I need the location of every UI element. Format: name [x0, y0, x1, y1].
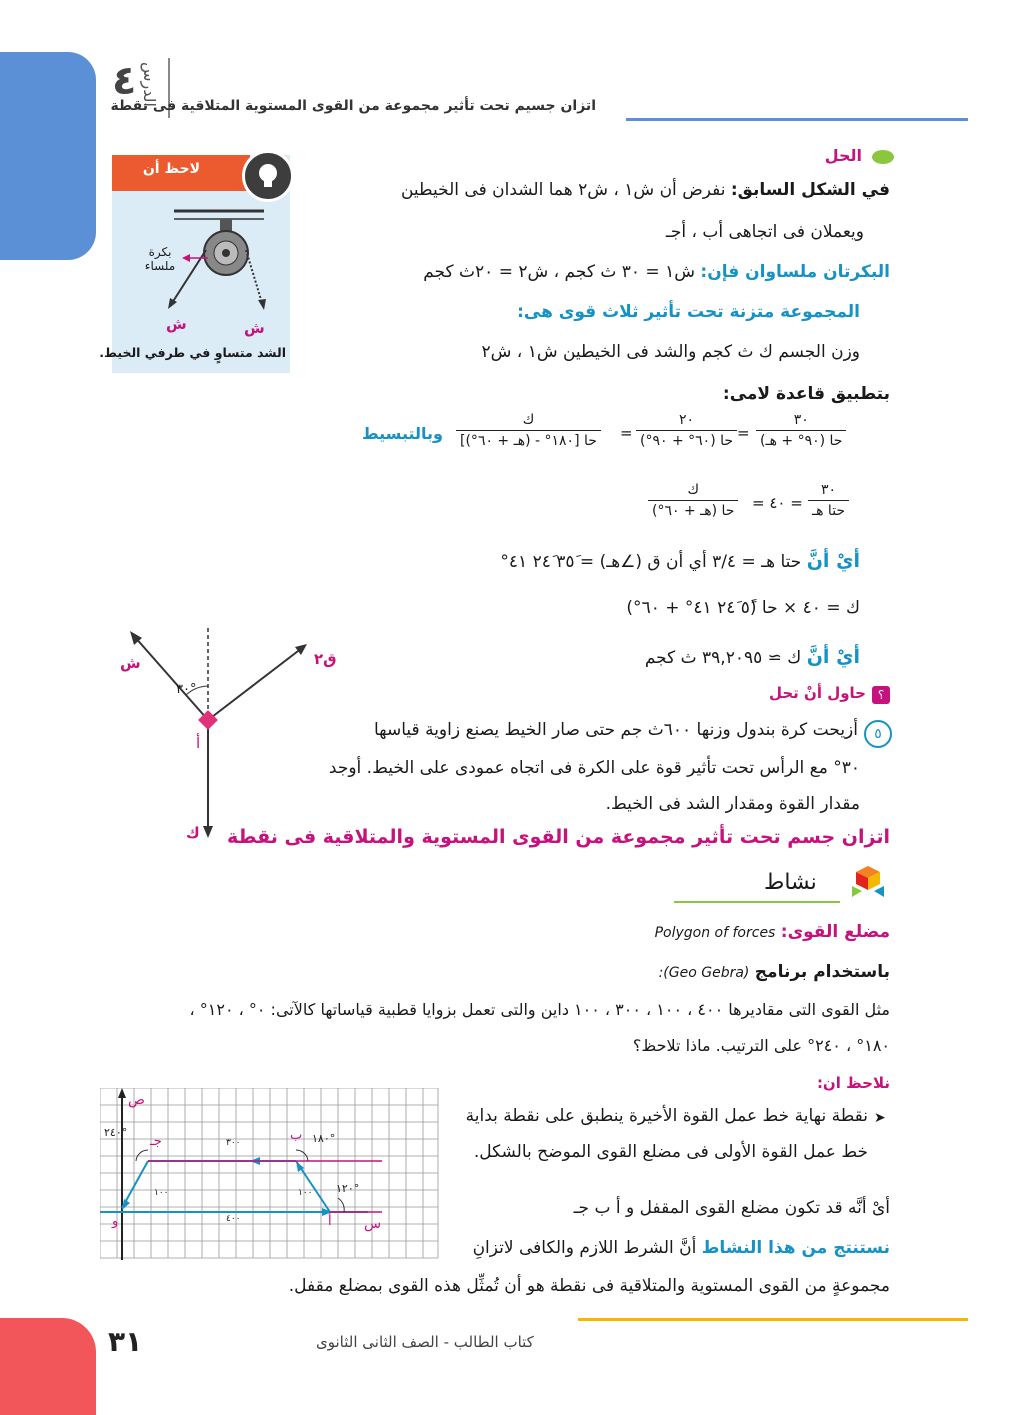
try-label: حاول أنْ تحل — [768, 684, 866, 702]
diagram-label-q: ق٢ — [314, 650, 337, 668]
program-name: (Geo Gebra): — [658, 965, 750, 981]
grid-angle-120: ١٢٠° — [336, 1182, 360, 1195]
footer-rule — [578, 1318, 968, 1321]
diagram-angle: ٣٠° — [176, 682, 197, 697]
header-rule — [626, 118, 968, 121]
try-line3: مقدار القوة ومقدار الشد فى الخيط. — [605, 794, 860, 814]
result-line2: ك = ٤٠ × حا (٥ً ٢٤َ ٤١° + ٦٠°) — [626, 598, 860, 618]
try-line2: ٣٠° مع الرأس تحت تأثير قوة على الكرة فى اتجاه عمودى على الخيط. أوجد — [328, 758, 860, 778]
grid-point-b: ب — [290, 1128, 303, 1143]
grid-axis-x: س — [364, 1216, 382, 1232]
lesson-number: ٤ — [112, 58, 137, 104]
fraction-5-numerator: ك — [687, 482, 699, 498]
fraction-4-denominator: حتا هـ — [812, 503, 846, 519]
section-heading: اتزان جسم تحت تأثير مجموعة من القوى المستوية والمتلاقية فى نقطة — [227, 826, 890, 848]
equals-sign: = — [737, 424, 750, 442]
notice-label: نلاحظ ان: — [816, 1074, 890, 1092]
solution-line4: المجموعة متزنة تحت تأثير ثلاث قوى هى: — [517, 302, 860, 322]
solution-line3-label: البكرتان ملساوان فإن: — [700, 262, 890, 282]
page-corner-tab — [0, 1318, 96, 1415]
result-line3 — [645, 646, 860, 668]
diagram-label-sh: ش — [120, 654, 141, 672]
lami-heading: بتطبيق قاعدة لامى: — [722, 384, 890, 404]
grid-origin: و — [112, 1214, 119, 1229]
grid-mag-100-left: ١٠٠ — [154, 1188, 169, 1198]
activity-cubes-icon — [846, 864, 890, 904]
lesson-word: الدرس — [140, 62, 159, 107]
fraction-1 — [756, 412, 846, 449]
equals-forty: = ٤٠ = — [752, 494, 803, 512]
section-line2: ١٨٠° ، ٢٤٠° على الترتيب. ماذا تلاحظ؟ — [632, 1036, 890, 1055]
fraction-1-denominator: حا (٩٠° + هـ) — [760, 433, 843, 449]
conclude-line1 — [473, 1238, 890, 1258]
try-line1: أزيحت كرة بندول وزنها ٦٠٠ث جم حتى صار الخيط يصنع زاوية قياسها — [373, 720, 858, 740]
equals-sign: = — [620, 424, 633, 442]
result-line3-value: ك ≃ ٣٩,٢٠٩٥ ث كجم — [644, 648, 802, 668]
fraction-2-numerator: ٢٠ — [679, 412, 695, 428]
section-line3: أىْ أنَّه قد تكون مضلع القوى المقفل و أ ب جـ — [573, 1198, 890, 1218]
fraction-3-numerator: ك — [522, 412, 535, 428]
fraction-5-denominator: حا (هـ + ٦٠°) — [652, 503, 735, 519]
fraction-4-numerator: ٣٠ — [821, 482, 837, 498]
solution-line5: وزن الجسم ك ث كجم والشد فى الخيطين ش١ ، ش٢ — [481, 342, 860, 362]
fraction-5 — [648, 482, 738, 519]
question-number: ٥ — [864, 720, 892, 748]
force-label-left: ش — [166, 315, 187, 333]
lesson-title: اتزان جسيم تحت تأثير مجموعة من القوى المستوية المتلاقية فى نقطة — [110, 98, 596, 114]
diagram-point-a: أ — [196, 734, 201, 752]
polygon-line — [655, 922, 890, 942]
solution-line1-bold: في الشكل السابق: — [730, 180, 890, 200]
fraction-4 — [808, 482, 849, 519]
force-diagram — [112, 620, 342, 850]
solution-label: الحل — [824, 146, 862, 165]
try-icon: ؟ — [872, 686, 890, 704]
fraction-3-denominator: حا [١٨٠° - (هـ + ٦٠°)] — [460, 433, 597, 449]
force-label-right: ش — [244, 319, 265, 337]
simplify-label: وبالتبسيط — [362, 424, 443, 443]
solution-line3 — [423, 262, 890, 282]
grid-angle-180: ١٨٠° — [312, 1132, 336, 1145]
lightbulb-icon — [242, 150, 294, 202]
fraction-2-denominator: حا (٦٠° + ٩٠°) — [640, 433, 734, 449]
solution-line1 — [401, 180, 890, 200]
result-line3-label: أيْ أنَّ — [806, 646, 860, 668]
grid-angle-240: ٢٤٠° — [104, 1126, 128, 1139]
note-ribbon-label: لاحظ أن — [142, 161, 200, 177]
pulley-label: بكرة ملساء — [144, 245, 176, 273]
page-number: ٣١ — [108, 1325, 143, 1358]
chapter-tab — [0, 52, 96, 260]
program-label: باستخدام برنامج — [754, 962, 890, 982]
activity-label: نشاط — [764, 870, 817, 895]
grid-mag-300: ٣٠٠ — [226, 1138, 241, 1148]
conclude-rest: أنَّ الشرط اللازم والكافى لاتزانِ — [472, 1238, 697, 1258]
solution-line3-value: ش١ = ٣٠ ث كجم ، ش٢ = ٢٠ث كجم — [423, 262, 695, 282]
section-line1: مثل القوى التى مقاديرها ٤٠٠ ، ١٠٠ ، ٣٠٠ ، ١٠٠ داين والتى تعمل بزوايا قطبية قياساتها كالآتى: ٠° ، ١٢٠° ، — [189, 1000, 890, 1019]
bullet1-line1: نقطة نهاية خط عمل القوة الأخيرة ينطبق على نقطة بداية — [465, 1106, 868, 1126]
solution-line1-rest: نفرض أن ش١ ، ش٢ هما الشدان فى الخيطين — [400, 180, 726, 200]
grid-point-c: جـ — [150, 1134, 162, 1149]
conclude-label: نستنتج من هذا النشاط — [701, 1238, 890, 1258]
grid-point-a: أ — [328, 1214, 332, 1229]
note-caption: الشد متساوٍ في طرفي الخيط. — [99, 345, 286, 360]
grid-axis-y: ص — [128, 1092, 145, 1108]
solution-bullet-icon — [872, 150, 894, 164]
solution-line2: ويعملان فى اتجاهى أب ، أجـ — [665, 222, 864, 242]
fraction-1-numerator: ٣٠ — [793, 412, 809, 428]
program-line — [659, 962, 890, 982]
footer-book-title: كتاب الطالب - الصف الثانى الثانوى — [316, 1333, 534, 1351]
result-line1-value: حتا هـ = ٣/٤ أي أن ق (∠هـ) = ٣٥َ ٢٤َ ٤١° — [500, 552, 802, 572]
fraction-3 — [456, 412, 601, 449]
bullet-arrow-icon: ➤ — [874, 1110, 886, 1126]
grid-mag-400: ٤٠٠ — [226, 1214, 241, 1224]
polygon-label: مضلع القوى: — [780, 922, 890, 942]
polygon-en: Polygon of forces — [654, 925, 776, 941]
diagram-label-k: ك — [186, 824, 200, 842]
fraction-2 — [636, 412, 737, 449]
result-line1-label: أيْ أنَّ — [806, 550, 860, 572]
bullet1-line2: خط عمل القوة الأولى فى مضلع القوى الموضح بالشكل. — [473, 1142, 868, 1162]
grid-mag-100-right: ١٠٠ — [298, 1188, 313, 1198]
force-polygon-grid — [100, 1088, 440, 1262]
result-line1 — [500, 550, 860, 572]
conclude-line2: مجموعةٍ من القوى المستوية والمتلاقية فى نقطة هو أن تُمثِّل هذه القوى بمضلع مقفل. — [288, 1276, 890, 1296]
